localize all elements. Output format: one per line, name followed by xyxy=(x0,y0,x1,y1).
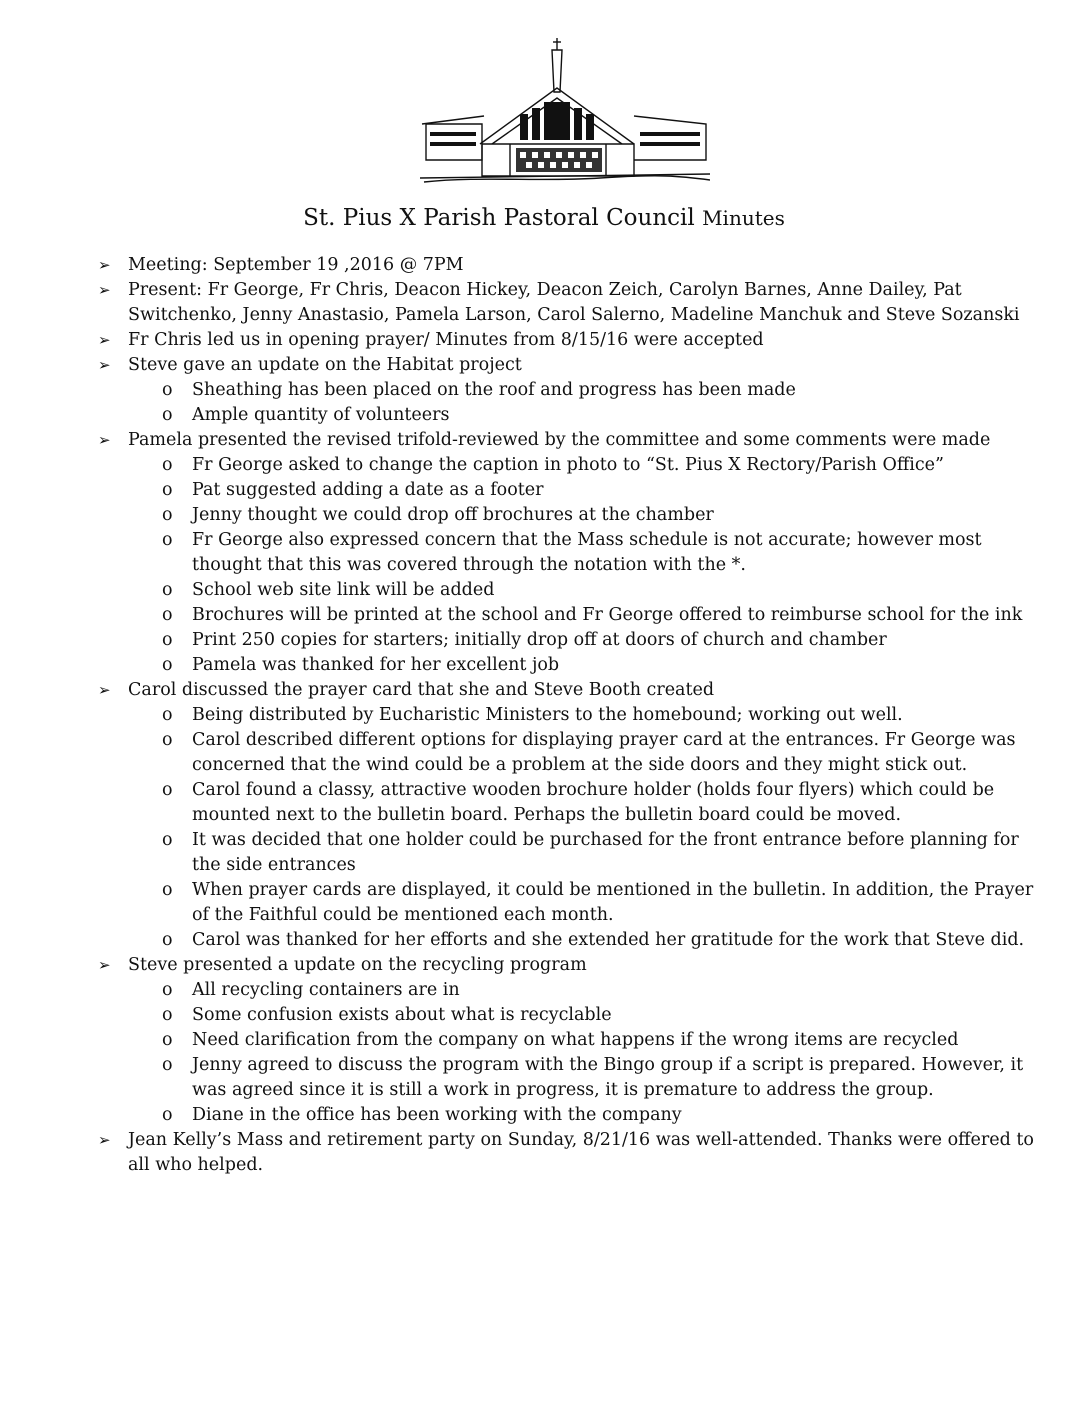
sub-list-item xyxy=(98,628,1038,653)
list-item xyxy=(98,953,1038,978)
sub-list-item xyxy=(98,603,1038,628)
sub-list-item xyxy=(98,1028,1038,1053)
sub-list-item-text: Carol was thanked for her efforts and she extended her gratitude for the work that Steve did. xyxy=(192,930,1025,950)
sub-list-item xyxy=(98,828,1038,878)
sub-list-item xyxy=(98,928,1038,953)
arrow-bullet-icon: ➢ xyxy=(98,356,111,374)
circle-bullet-icon: o xyxy=(162,730,173,750)
sub-list-item xyxy=(98,1103,1038,1128)
title-main: St. Pius X Parish Pastoral Council xyxy=(303,205,695,231)
sub-list-item-text: Pat suggested adding a date as a footer xyxy=(192,480,544,500)
sub-list-item xyxy=(98,578,1038,603)
sub-list-item-text: Brochures will be printed at the school and Fr George offered to reimburse school for the ink xyxy=(192,605,1023,625)
circle-bullet-icon: o xyxy=(162,1005,173,1025)
circle-bullet-icon: o xyxy=(162,405,173,425)
arrow-bullet-icon: ➢ xyxy=(98,281,111,299)
arrow-bullet-icon: ➢ xyxy=(98,331,111,349)
circle-bullet-icon: o xyxy=(162,480,173,500)
list-item xyxy=(98,1128,1038,1178)
arrow-bullet-icon: ➢ xyxy=(98,1131,111,1149)
circle-bullet-icon: o xyxy=(162,980,173,1000)
sub-list-item xyxy=(98,453,1038,478)
sub-list-item xyxy=(98,778,1038,828)
sub-list-item-text: Jenny agreed to discuss the program with the Bingo group if a script is prepared. However, it was agreed since it is still a work in progress, it is premature to address the group. xyxy=(192,1055,1024,1100)
sub-list-item xyxy=(98,1003,1038,1028)
circle-bullet-icon: o xyxy=(162,655,173,675)
sub-list-item-text: Carol described different options for displaying prayer card at the entrances. Fr George was concerned that the wind could be a problem at the side doors and they might stick out. xyxy=(192,730,1016,775)
sub-list-item-text: Pamela was thanked for her excellent job xyxy=(192,655,560,675)
list-item xyxy=(98,328,1038,353)
sub-list-item-text: Carol found a classy, attractive wooden brochure holder (holds four flyers) which could be mounted next to the bulletin board. Perhaps the bulletin board could be moved. xyxy=(192,780,995,825)
sub-list-item xyxy=(98,728,1038,778)
sub-list-item xyxy=(98,1053,1038,1103)
list-item-text: Steve gave an update on the Habitat project xyxy=(128,355,522,375)
list-item xyxy=(98,428,1038,453)
list-item xyxy=(98,678,1038,703)
sub-list-item-text: Ample quantity of volunteers xyxy=(192,405,450,425)
circle-bullet-icon: o xyxy=(162,605,173,625)
sub-list-item xyxy=(98,403,1038,428)
list-item-text: Fr Chris led us in opening prayer/ Minutes from 8/15/16 were accepted xyxy=(128,330,764,350)
church-logo xyxy=(420,36,710,184)
sub-list-item-text: Fr George asked to change the caption in photo to “St. Pius X Rectory/Parish Office” xyxy=(192,455,944,475)
minutes-list xyxy=(98,253,1038,1178)
sub-list-item-text: Being distributed by Eucharistic Ministers to the homebound; working out well. xyxy=(192,705,903,725)
sub-list-item xyxy=(98,378,1038,403)
sub-list-item-text: It was decided that one holder could be purchased for the front entrance before planning for the side entrances xyxy=(192,830,1019,875)
sub-list-item xyxy=(98,978,1038,1003)
minutes-body xyxy=(98,253,1038,1178)
circle-bullet-icon: o xyxy=(162,580,173,600)
sub-list-item-text: Need clarification from the company on what happens if the wrong items are recycled xyxy=(192,1030,959,1050)
page-title xyxy=(0,203,1088,233)
circle-bullet-icon: o xyxy=(162,455,173,475)
sub-list-item-text: Some confusion exists about what is recyclable xyxy=(192,1005,612,1025)
sub-list-item-text: All recycling containers are in xyxy=(192,980,460,1000)
list-item xyxy=(98,353,1038,378)
list-item-text: Steve presented a update on the recycling program xyxy=(128,955,587,975)
arrow-bullet-icon: ➢ xyxy=(98,681,111,699)
circle-bullet-icon: o xyxy=(162,880,173,900)
title-suffix: Minutes xyxy=(702,206,785,230)
list-item-text: Meeting: September 19 ,2016 @ 7PM xyxy=(128,255,464,275)
circle-bullet-icon: o xyxy=(162,930,173,950)
circle-bullet-icon: o xyxy=(162,705,173,725)
list-item-text: Present: Fr George, Fr Chris, Deacon Hickey, Deacon Zeich, Carolyn Barnes, Anne Dailey, Pat Switchenko, Jenny Anastasio, Pamela Larson, Carol Salerno, Madeline Manchuk and Steve Sozanski xyxy=(128,280,1020,325)
sub-list-item xyxy=(98,878,1038,928)
sub-list-item-text: Fr George also expressed concern that the Mass schedule is not accurate; however most thought that this was covered through the notation with the *. xyxy=(192,530,982,575)
arrow-bullet-icon: ➢ xyxy=(98,956,111,974)
circle-bullet-icon: o xyxy=(162,530,173,550)
sub-list-item xyxy=(98,653,1038,678)
sub-list-item xyxy=(98,703,1038,728)
sub-list-item xyxy=(98,503,1038,528)
circle-bullet-icon: o xyxy=(162,780,173,800)
circle-bullet-icon: o xyxy=(162,830,173,850)
circle-bullet-icon: o xyxy=(162,505,173,525)
circle-bullet-icon: o xyxy=(162,630,173,650)
list-item-text: Jean Kelly’s Mass and retirement party on Sunday, 8/21/16 was well-attended. Thanks were offered to all who helped. xyxy=(128,1130,1034,1175)
arrow-bullet-icon: ➢ xyxy=(98,431,111,449)
sub-list-item-text: Sheathing has been placed on the roof and progress has been made xyxy=(192,380,796,400)
sub-list-item xyxy=(98,478,1038,503)
sub-list-item xyxy=(98,528,1038,578)
sub-list-item-text: School web site link will be added xyxy=(192,580,495,600)
circle-bullet-icon: o xyxy=(162,380,173,400)
arrow-bullet-icon: ➢ xyxy=(98,256,111,274)
sub-list-item-text: Jenny thought we could drop off brochures at the chamber xyxy=(192,505,714,525)
list-item-text: Carol discussed the prayer card that she and Steve Booth created xyxy=(128,680,715,700)
circle-bullet-icon: o xyxy=(162,1030,173,1050)
list-item xyxy=(98,253,1038,278)
sub-list-item-text: When prayer cards are displayed, it could be mentioned in the bulletin. In addition, the Prayer of the Faithful could be mentioned each month. xyxy=(192,880,1034,925)
list-item-text: Pamela presented the revised trifold-reviewed by the committee and some comments were made xyxy=(128,430,991,450)
circle-bullet-icon: o xyxy=(162,1055,173,1075)
list-item xyxy=(98,278,1038,328)
sub-list-item-text: Diane in the office has been working with the company xyxy=(192,1105,682,1125)
sub-list-item-text: Print 250 copies for starters; initially drop off at doors of church and chamber xyxy=(192,630,887,650)
circle-bullet-icon: o xyxy=(162,1105,173,1125)
